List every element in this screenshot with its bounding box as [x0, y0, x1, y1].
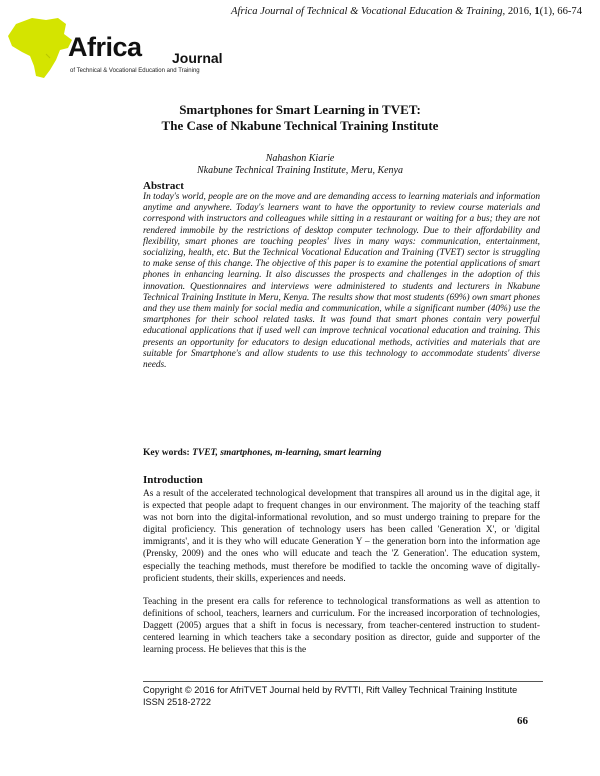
- running-header: [231, 6, 582, 17]
- author-affiliation: Nkabune Technical Training Institute, Meru, Kenya: [196, 165, 403, 176]
- issue-pages: (1), 66-74: [539, 6, 582, 17]
- volume: 1: [534, 6, 540, 17]
- logo-africa-text: Africa: [68, 32, 142, 62]
- logo-journal-text: Journal: [172, 50, 223, 66]
- introduction-heading: Introduction: [143, 474, 203, 486]
- keywords-terms: TVET, smartphones, m-learning, smart learning: [189, 448, 382, 458]
- footer: [143, 684, 517, 708]
- paper-title-line1: Smartphones for Smart Learning in TVET:: [179, 102, 421, 117]
- paper-title-line2: The Case of Nkabune Technical Training Institute: [161, 118, 439, 133]
- abstract-text: In today's world, people are on the move and are demanding access to learning materials and information anytime and anywhere. Today's learners want to have the opportunity to review course materials and correspond with instructors and colleagues while sitting in a restaurant or waiting for a bus; they are not rendered immobile by the restrictions of desktop computer technology. Due to their affordability and flexibility, smart phones are touching peoples' lives in many ways: communication, entertainment, socializing, health, etc. But the Technical Vocational Education and Training (TVET) sector is struggling to make sense of this change. The objective of this paper is to examine the potential applications of smart phones in enhancing learning. It also discusses the prospects and challenges in the adoption of this innovation. Questionnaires and interviews were administered to students and lecturers in Nkabune Technical Training Institute in Meru, Kenya. The results show that most students (69%) own smart phones and they use them mainly for social media and communication, while a significant number (40%) use the smartphones for their school related tasks. It was found that smart phones contain very powerful educational applications that if used well can improve technical vocational education and training. This presents an opportunity for educators to design educational methods, activities and materials that are suitable for Smartphone's and allow students to use this technology to accommodate students' diverse needs.: [143, 192, 540, 371]
- journal-logo: [6, 14, 246, 86]
- keywords-label: Key words:: [143, 448, 190, 458]
- page-number: 66: [517, 715, 528, 727]
- introduction-paragraph-1: As a result of the accelerated technological development that transpires all around us in the digital age, it is expected that people adapt to frequent changes in our environment. The majority of the teaching staff was not born into the digital-informational revolution, and so must undergo training to prepare for the digital proficiency. This generation of technology users has been called 'Generation X', or 'digital immigrants', and it is they who will educate Generation Y – the generation born into the information age (Prensky, 2009) and the ones who will educate and teach the 'Z Generation'. The education system, especially the teaching methods, must therefore be modified to tackle the oncoming wave of digitally-proficient students, their skills, experiences and needs.: [143, 489, 540, 584]
- journal-citation: Africa Journal of Technical & Vocational Education & Training,: [231, 6, 506, 17]
- introduction-paragraph-2: Teaching in the present era calls for reference to technological transformations as well as attention to definitions of school, teachers, learners and curriculum. For the increased incorporation of technologies, Daggett (2005) argues that a shift in focus is necessary, from teacher-centered instruction to student-centered learning in which teachers take a secondary position as director, guide and supporter of the learning process. He believes that this is the: [143, 597, 540, 656]
- abstract-heading: Abstract: [143, 180, 184, 192]
- logo-subtitle: of Technical & Vocational Education and Training: [70, 68, 200, 74]
- footer-divider: [143, 681, 543, 682]
- issn-line: ISSN 2518-2722: [143, 697, 211, 707]
- keywords: [143, 448, 382, 458]
- year: 2016,: [505, 6, 535, 17]
- author-name: Nahashon Kiarie: [265, 153, 335, 164]
- copyright-line: Copyright © 2016 for AfriTVET Journal held by RVTTI, Rift Valley Technical Training Institute: [143, 685, 518, 695]
